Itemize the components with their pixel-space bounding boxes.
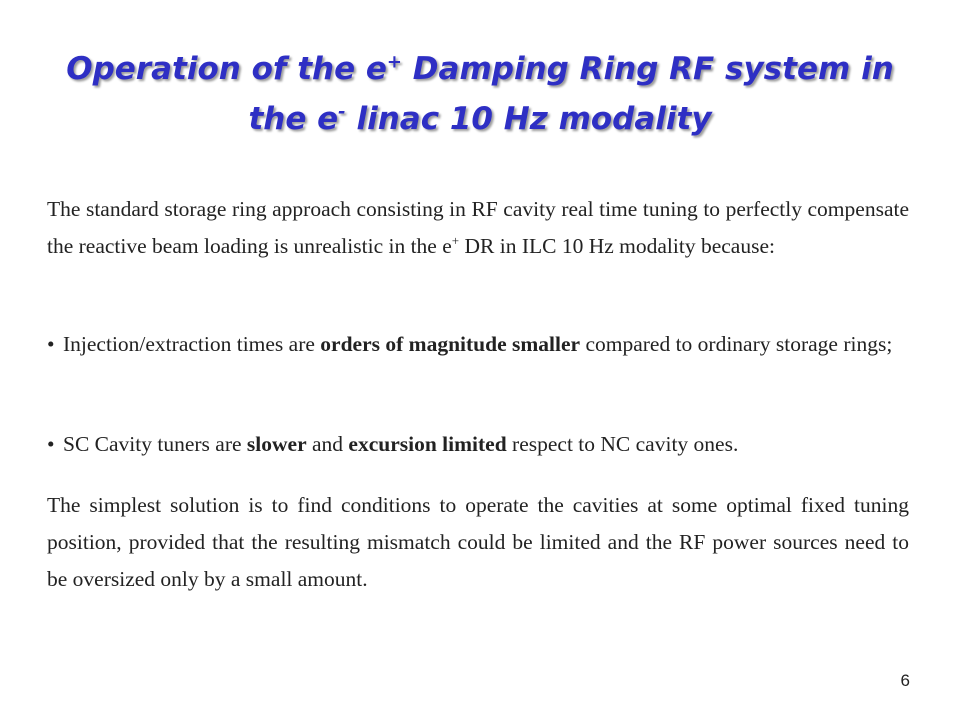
title-line1-text-b: Damping Ring RF system in xyxy=(402,51,894,87)
bullet-emphasis-excursion: excursion limited xyxy=(348,432,507,456)
bullet-text-pre: Injection/extraction times are xyxy=(63,332,321,356)
bullet-marker: • xyxy=(47,432,55,456)
bullet-emphasis-slower: slower xyxy=(246,432,307,456)
bullet-item-tuners xyxy=(47,426,909,463)
title-line1-superscript: + xyxy=(386,51,403,73)
bullet-text-mid: and xyxy=(306,432,349,456)
bullet-text xyxy=(63,426,909,463)
title-line2-superscript: - xyxy=(338,101,346,123)
slide-title xyxy=(40,44,920,144)
bullet-marker: • xyxy=(47,332,55,356)
bullet-text-post: compared to ordinary storage rings; xyxy=(580,332,893,356)
title-line1-text-a: Operation of the e xyxy=(66,51,387,87)
intro-text-a: The standard storage ring approach consisting in RF cavity real time tuning to perfectly compensate the reactive beam loading is unrealistic in the e xyxy=(47,197,909,258)
intro-text-b: DR in ILC 10 Hz modality because: xyxy=(459,234,775,258)
title-line2-text-b: linac 10 Hz modality xyxy=(345,101,712,137)
title-line2-text-a: the e xyxy=(248,101,339,137)
conclusion-paragraph: The simplest solution is to find conditions to operate the cavities at some optimal fixed tuning position, provided that the resulting mismatch could be limited and the RF power sources need to be oversized only by a small amount. xyxy=(47,493,909,591)
bullet-text-post: respect to NC cavity ones. xyxy=(506,432,739,456)
bullet-text xyxy=(63,326,909,363)
title-line1 xyxy=(66,51,894,87)
page-number: 6 xyxy=(900,671,910,690)
intro-paragraph xyxy=(47,191,909,265)
bullet-text-pre: SC Cavity tuners are xyxy=(63,432,247,456)
intro-superscript: + xyxy=(451,232,460,248)
bullet-item-injection xyxy=(47,326,909,363)
title-line2 xyxy=(248,101,711,137)
bullet-emphasis: orders of magnitude smaller xyxy=(320,332,581,356)
